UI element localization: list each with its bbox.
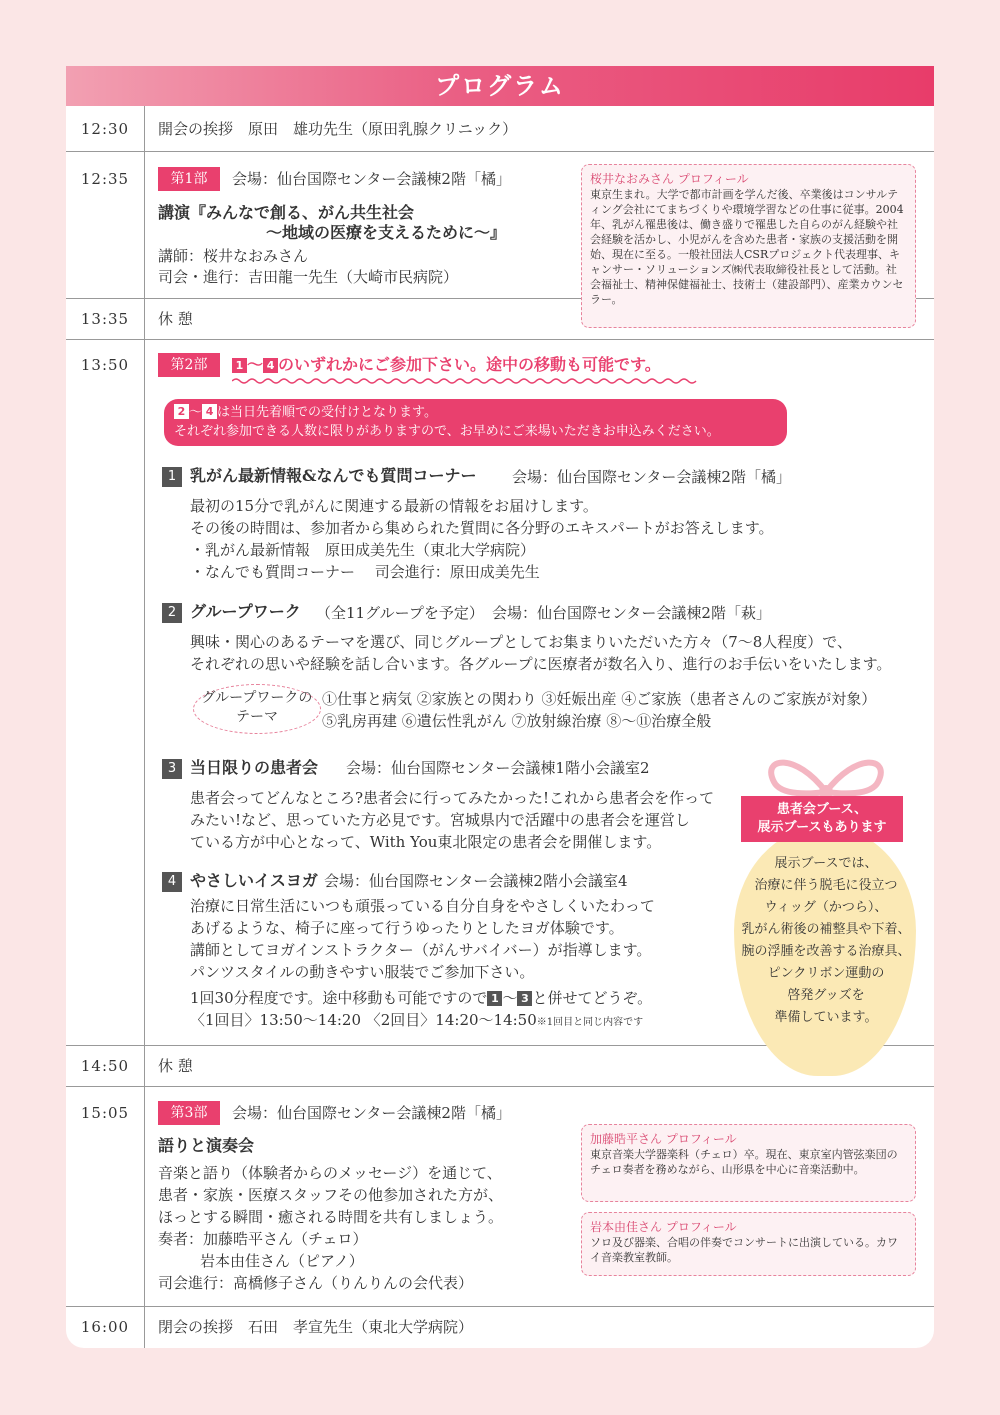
time-1505: 15:05 bbox=[80, 1104, 130, 1122]
session4-number: 4 bbox=[162, 872, 182, 892]
notice-line2: それぞれ参加できる人数に限りがありますので、お早めにご来場いただきお申込みください。 bbox=[174, 424, 720, 439]
session4-venue: 会場：仙台国際センター会議棟2階小会議室4 bbox=[324, 872, 628, 890]
session2-venue: 会場：仙台国際センター会議棟2階「萩」 bbox=[492, 604, 771, 622]
session4-line1: 治療に日常生活にいつも頑張っている自分自身をやさしくいたわって bbox=[190, 897, 655, 915]
session1-line3: ・乳がん最新情報 原田成美先生（東北大学病院） bbox=[190, 541, 536, 559]
session2-line1: 興味・関心のあるテーマを選び、同じグループとしてお集まりいただいた方々（7～8人程度）で、 bbox=[190, 633, 852, 651]
session3-title: 当日限りの患者会 bbox=[190, 758, 319, 777]
notice-box bbox=[164, 399, 787, 446]
part3-line1: 音楽と語り（体験者からのメッセージ）を通じて、 bbox=[158, 1164, 502, 1182]
profile-iwamoto-body: ソロ及び器楽、合唱の伴奏でコンサートに出演している。カワイ音楽教室教師。 bbox=[590, 1236, 898, 1264]
profile-sakurai-body: 東京生まれ。大学で都市計画を学んだ後、卒業後はコンサルティング会社にてまちづくりや環境学習などの仕事に従事。2004年、乳がん罹患後は、働き盛りで罹患した自らのがん経験や社会経験を活かし、小児がんを含めた患者・家族の支援活動を開始、現在に至る。一般社団法人CSRプロジェクト代表理事、キャンサー・ソリューションズ㈱代表取締役社長として活動。社会福祉士、精神保健福祉士、技術士（建設部門）、産業カウンセラー。 bbox=[590, 188, 904, 306]
profile-kato-body: 東京音楽大学器楽科（チェロ）卒。現在、東京室内管弦楽団のチェロ奏者を務めながら、山形県を中心に音楽活動中。 bbox=[590, 1148, 898, 1176]
part1-venue: 会場：仙台国際センター会議棟2階「橘」 bbox=[232, 170, 511, 188]
profile-iwamoto bbox=[581, 1212, 916, 1276]
part3-line2: 患者・家族・医療スタッフその他参加された方が、 bbox=[158, 1186, 504, 1204]
badge-1: 1 bbox=[232, 358, 247, 373]
part3-line4: 奏者：加藤晧平さん（チェロ） bbox=[158, 1230, 368, 1248]
session4-line2: あげるような、椅子に座って行うゆったりとしたヨガ体験です。 bbox=[190, 919, 624, 937]
profile-sakurai-title: 桜井なおみさん プロフィール bbox=[590, 172, 749, 186]
session4-line5: 1回30分程度です。途中移動も可能ですので 1 ～ 3 と併せてどうぞ。 bbox=[190, 989, 653, 1007]
break-1: 休 憩 bbox=[158, 310, 193, 328]
part3-title: 語りと演奏会 bbox=[158, 1136, 255, 1155]
session1-line1: 最初の15分で乳がんに関連する最新の情報をお届けします。 bbox=[190, 497, 598, 515]
profile-sakurai bbox=[581, 164, 916, 328]
lecture-title-line1: 講演『みんなで創る、がん共生社会 bbox=[158, 203, 415, 222]
part3-line3: ほっとする瞬間・癒される時間を共有しましょう。 bbox=[158, 1208, 504, 1226]
lecturer: 講師：桜井なおみさん bbox=[158, 247, 309, 265]
row-divider bbox=[66, 339, 934, 340]
theme-list-line2: ⑤乳房再建 ⑥遺伝性乳がん ⑦放射線治療 ⑧～⑪治療全般 bbox=[322, 712, 712, 730]
part3-line6: 司会進行：髙橋修子さん（りんりんの会代表） bbox=[158, 1274, 474, 1292]
session4-line3: 講師としてヨガインストラクター（がんサバイバー）が指導します。 bbox=[190, 941, 652, 959]
time-1450: 14:50 bbox=[80, 1057, 130, 1075]
session1-venue: 会場：仙台国際センター会議棟2階「橘」 bbox=[512, 468, 791, 486]
theme-list-line1: ①仕事と病気 ②家族との関わり ③妊娠出産 ④ご家族（患者さんのご家族が対象） bbox=[322, 690, 877, 708]
session2-sub: （全11グループを予定） bbox=[316, 604, 484, 622]
row-divider bbox=[66, 1306, 934, 1307]
closing-remarks: 閉会の挨拶 石田 孝宣先生（東北大学病院） bbox=[158, 1318, 474, 1336]
session3-line3: ている方が中心となって、With You東北限定の患者会を開催します。 bbox=[190, 833, 662, 851]
session1-line2: その後の時間は、参加者から集められた質問に各分野のエキスパートがお答えします。 bbox=[190, 519, 774, 537]
badge-4: 4 bbox=[263, 358, 278, 373]
break-2: 休 憩 bbox=[158, 1057, 193, 1075]
part1-badge: 第1部 bbox=[158, 167, 220, 191]
time-1230: 12:30 bbox=[80, 120, 130, 138]
part3-line5: 岩本由佳さん（ピアノ） bbox=[200, 1252, 364, 1270]
part2-headline: 1 ～ 4 のいずれかにご参加下さい。途中の移動も可能です。 bbox=[232, 355, 661, 375]
notice-line1: 2 ～ 4 は当日先着順での受付けとなります。 bbox=[174, 403, 777, 422]
profile-kato-title: 加藤晧平さん プロフィール bbox=[590, 1132, 737, 1146]
program-card bbox=[66, 66, 934, 1348]
session1-title: 乳がん最新情報&なんでも質問コーナー bbox=[190, 466, 477, 485]
session2-title: グループワーク bbox=[190, 602, 301, 621]
profile-kato bbox=[581, 1124, 916, 1202]
session2-number: 2 bbox=[162, 603, 182, 623]
session3-number: 3 bbox=[162, 759, 182, 779]
program-header: プログラム bbox=[66, 66, 934, 106]
time-1235: 12:35 bbox=[80, 170, 130, 188]
row-divider bbox=[66, 151, 934, 152]
part1-mc: 司会・進行：吉田龍一先生（大崎市民病院） bbox=[158, 268, 459, 286]
lecture-title-line2: ～地域の医療を支えるために～』 bbox=[266, 223, 507, 242]
part3-venue: 会場：仙台国際センター会議棟2階「橘」 bbox=[232, 1104, 511, 1122]
session1-line4: ・なんでも質問コーナー 司会進行：原田成美先生 bbox=[190, 563, 540, 581]
row-divider bbox=[66, 1086, 934, 1087]
wavy-underline bbox=[232, 377, 698, 385]
booth-description: 展示ブースでは、 治療に伴う脱毛に役立つ ウィッグ（かつら）、 乳がん術後の補整具や下着、 腕の浮腫を改善する治療具、 ピンクリボン運動の 啓発グッズを 準備しています。 bbox=[741, 856, 911, 1025]
time-1335: 13:35 bbox=[80, 310, 130, 328]
part3-badge: 第3部 bbox=[158, 1101, 220, 1125]
session4-times: 〈1回目〉13:50～14:20 〈2回目〉14:20～14:50※1回目と同じ内容です bbox=[190, 1011, 644, 1029]
session4-title: やさしいイスヨガ bbox=[190, 871, 318, 890]
session3-line2: みたい!など、思っていた方必見です。宮城県内で活躍中の患者会を運営し bbox=[190, 811, 690, 829]
time-1600: 16:00 bbox=[80, 1318, 130, 1336]
session1-number: 1 bbox=[162, 467, 182, 487]
group-theme-label: グループワークの テーマ bbox=[193, 684, 321, 734]
part2-badge: 第2部 bbox=[158, 353, 220, 377]
session3-venue: 会場：仙台国際センター会議棟1階小会議室2 bbox=[346, 759, 650, 777]
time-column-divider bbox=[144, 106, 145, 1348]
opening-remarks: 開会の挨拶 原田 雄功先生（原田乳腺クリニック） bbox=[158, 120, 518, 138]
session2-line2: それぞれの思いや経験を話し合います。各グループに医療者が数名入り、進行のお手伝いをいたします。 bbox=[190, 655, 892, 673]
part2-headline-text: のいずれかにご参加下さい。途中の移動も可能です。 bbox=[278, 355, 661, 374]
time-1350: 13:50 bbox=[80, 356, 130, 374]
booth-banner: 患者会ブース、 展示ブースもあります bbox=[741, 796, 903, 842]
session3-line1: 患者会ってどんなところ?患者会に行ってみたかった!これから患者会を作って bbox=[190, 789, 715, 807]
profile-iwamoto-title: 岩本由佳さん プロフィール bbox=[590, 1220, 737, 1234]
session4-line4: パンツスタイルの動きやすい服装でご参加下さい。 bbox=[190, 963, 535, 981]
